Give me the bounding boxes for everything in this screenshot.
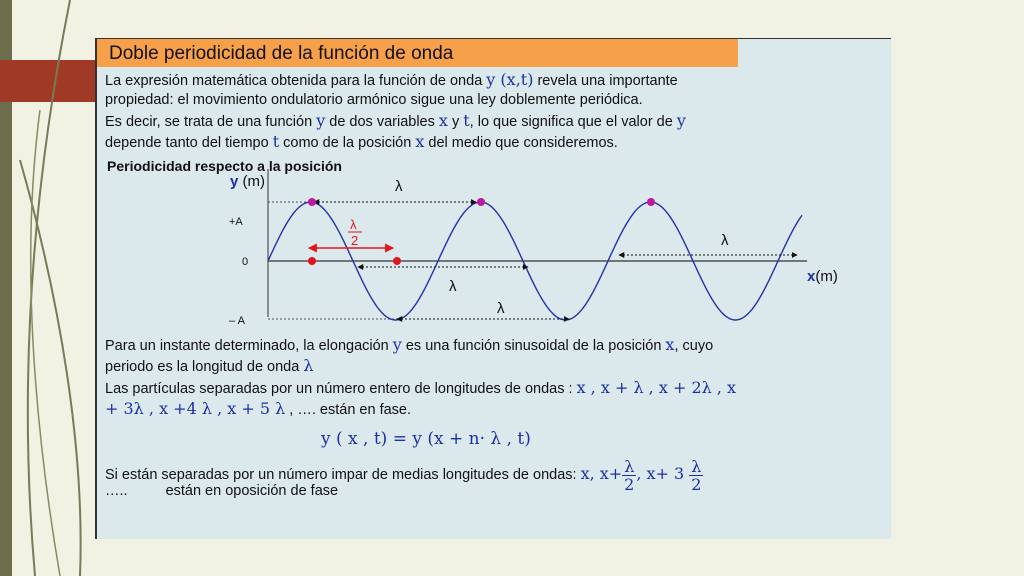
section-heading: Periodicidad respecto a la posición [107,158,342,174]
paragraph-2b: depende tanto del tiempo t como de la posición x del medio que consideremos. [105,132,618,151]
fraction-half-lambda-2: $\frac{\lambda}{2}$ [691,456,702,494]
lambda-label-bottom: λ [497,300,505,317]
content-panel [95,38,891,539]
fraction-half-lambda: $\frac{\lambda}{2}$ [624,456,635,494]
tick-minus-a: – A [229,315,245,327]
paragraph-5b: ….. están en oposición de fase [105,483,339,499]
lambda-label-right: λ [721,232,729,249]
phase-formula: y ( x , t) = y (x + n· λ , t) [321,429,531,449]
paragraph-2: Es decir, se trata de una función y de dos variables x y t, lo que significa que el valor de y [105,111,686,130]
lambda-label-top: λ [395,178,403,195]
half-lambda-num: λ [350,217,357,232]
wave-graph [97,167,891,327]
lambda-label-middle: λ [449,278,457,295]
crest-point-2 [477,198,485,206]
half-lambda-den: 2 [351,233,359,248]
x-axis-label: x(m) [807,268,838,285]
tick-plus-a: +A [229,216,243,228]
paragraph-4b: + 3λ , x +4 λ , x + 5 λ , …. están en fase. [105,399,412,418]
paragraph-4: Las partículas separadas por un número entero de longitudes de ondas : x , x + λ , x + 2λ , x [105,378,737,397]
particle-point-1 [308,257,316,265]
title-bar [97,39,738,67]
decorative-curves [0,0,95,576]
paragraph-3b: periodo es la longitud de onda λ [105,356,314,375]
paragraph-3: Para un instante determinado, la elongación y es una función sinusoidal de la posición x, cuyo [105,335,714,354]
crest-point-1 [308,198,316,206]
paragraph-1b: propiedad: el movimiento ondulatorio armónico sigue una ley doblemente periódica. [105,92,643,108]
crest-point-3 [647,198,655,206]
particle-point-2 [393,257,401,265]
tick-zero: 0 [242,256,249,268]
slide-title: Doble periodicidad de la función de onda [109,43,454,64]
paragraph-1: La expresión matemática obtenida para la función de onda y (x,t) revela una importante [105,70,678,89]
paragraph-5: Si están separadas por un número impar de medias longitudes de ondas: x, x+ $\frac{\lambda}{2}$ , x+ 3 $\frac{\lambda}{2}$ [105,456,702,494]
y-axis-label: y (m) [230,173,265,190]
